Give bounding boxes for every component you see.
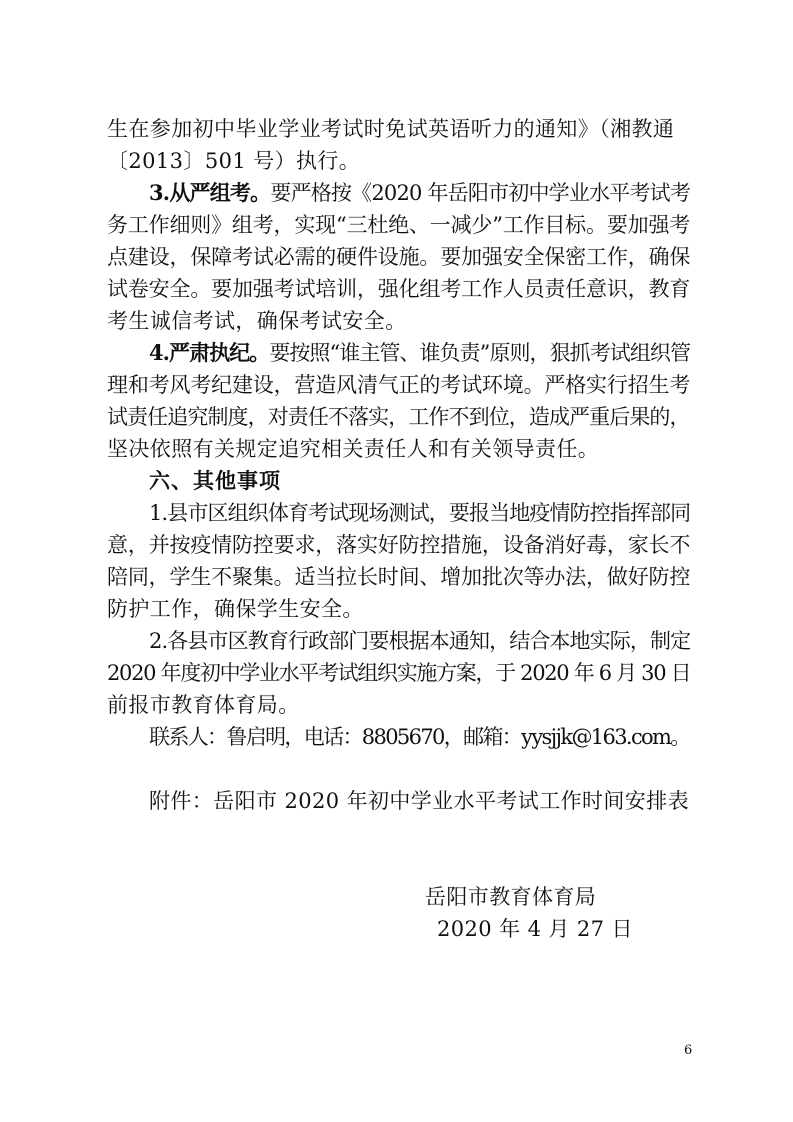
paragraph-line: 防护工作，确保学生安全。 [107, 597, 364, 621]
paragraph-line: 点建设，保障考试必需的硬件设施。要加强安全保密工作，确保 [107, 245, 691, 269]
paragraph-line: 3.从严组考。要严格按《2020 年岳阳市初中学业水平考试考 [149, 180, 691, 205]
item-heading: 4.严肃执纪。 [149, 340, 270, 365]
paragraph-line: 试卷安全。要加强考试培训，强化组考工作人员责任意识，教育 [107, 277, 691, 301]
contact-line: 联系人：鲁启明，电话：8805670，邮箱：yysjjk@163.com。 [149, 725, 690, 749]
item-heading: 3.从严组考。 [149, 180, 271, 205]
attachment-line: 附件：岳阳市 2020 年初中学业水平考试工作时间安排表 [149, 789, 689, 813]
paragraph-line: 前报市教育体育局。 [107, 693, 300, 717]
paragraph-line: 理和考风考纪建设，营造风清气正的考试环境。严格实行招生考 [107, 373, 691, 397]
paragraph-line: 2020 年度初中学业水平考试组织实施方案，于 2020 年 6 月 30 日 [107, 661, 691, 685]
paragraph-line: 试责任追究制度，对责任不落实，工作不到位，造成严重后果的， [107, 405, 690, 429]
page-number: 6 [684, 1043, 693, 1058]
paragraph-line: 陪同，学生不聚集。适当拉长时间、增加批次等办法，做好防控 [107, 565, 691, 589]
issuing-organization: 岳阳市教育体育局 [425, 885, 597, 909]
paragraph-line: 1.县市区组织体育考试现场测试，要报当地疫情防控指挥部同 [149, 501, 691, 525]
paragraph-line: 2.各县市区教育行政部门要根据本通知，结合本地实际，制定 [149, 629, 691, 653]
paragraph-line: 4.严肃执纪。要按照“谁主管、谁负责”原则，狠抓考试组织管 [149, 340, 690, 365]
paragraph-line: 〔2013〕501 号）执行。 [107, 149, 361, 173]
issue-date: 2020 年 4 月 27 日 [437, 917, 633, 941]
paragraph-line: 坚决依照有关规定追究相关责任人和有关领导责任。 [107, 437, 600, 461]
paragraph-line: 务工作细则》组考，实现“三杜绝、一减少”工作目标。要加强考 [107, 213, 691, 237]
section-title: 六、其他事项 [149, 469, 281, 493]
paragraph-line: 生在参加初中毕业学业考试时免试英语听力的通知》（湘教通 [107, 117, 675, 141]
paragraph-line: 意，并按疫情防控要求，落实好防控措施，设备消好毒，家长不 [107, 533, 691, 557]
paragraph-line: 考生诚信考试，确保考试安全。 [107, 309, 407, 333]
